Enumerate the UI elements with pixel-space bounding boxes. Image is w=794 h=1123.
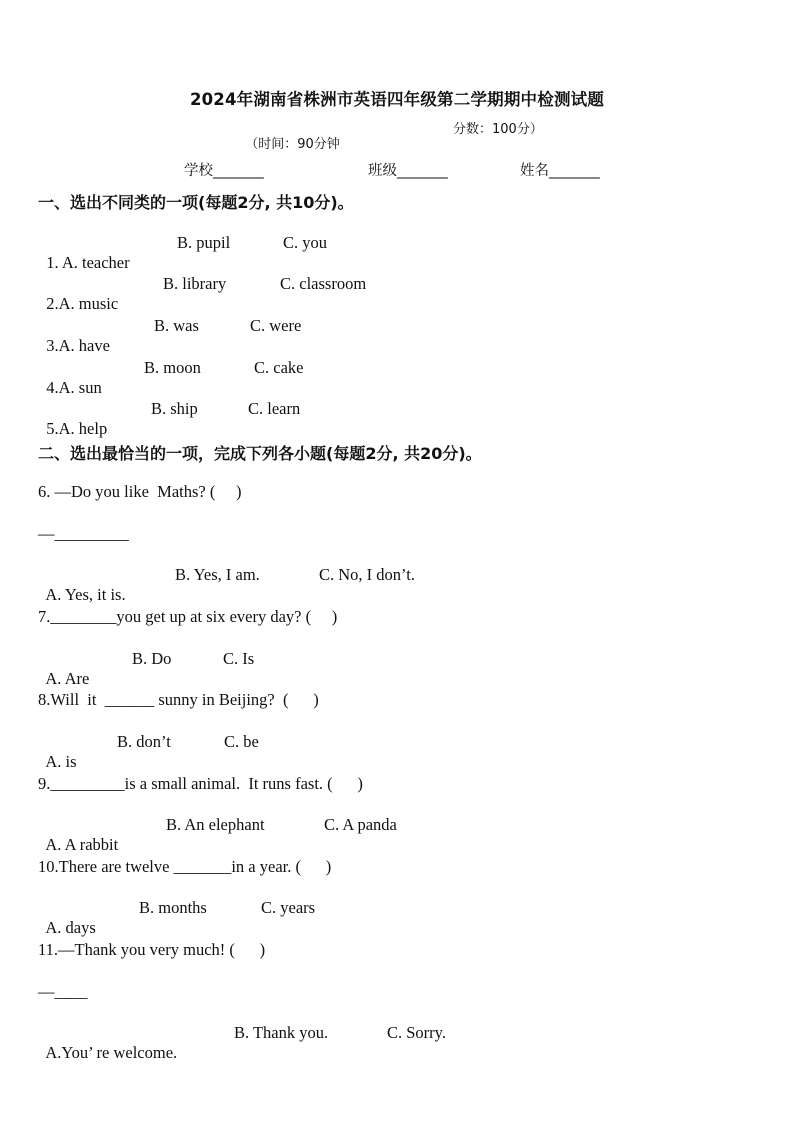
question-6-stem: 6. —Do you like Maths? ( ) [38, 482, 242, 501]
question-11-options [38, 1023, 446, 1103]
name-field: 姓名_______ [520, 163, 600, 179]
option-a: 5.A. help [46, 419, 108, 438]
option-c: C. learn [248, 399, 301, 418]
option-a: 1. A. teacher [46, 253, 130, 272]
section-1-heading: 一、选出不同类的一项(每题2分, 共10分)。 [38, 193, 354, 212]
option-c: C. you [283, 233, 328, 252]
question-9-stem: 9._________is a small animal. It runs fast. ( ) [38, 774, 363, 793]
option-b: B. ship [151, 399, 198, 418]
time-limit: （时间：90分钟 [245, 137, 340, 152]
question-7-stem: 7.________you get up at six every day? ( ) [38, 607, 338, 626]
option-b: B. months [139, 898, 207, 917]
option-a: A. Yes, it is. [45, 585, 126, 604]
option-a: A.You’ re welcome. [45, 1043, 178, 1062]
page-title: 2024年湖南省株洲市英语四年级第二学期期中检测试题 [189, 90, 605, 109]
option-b: B. library [163, 274, 227, 293]
option-b: B. pupil [177, 233, 231, 252]
option-c: C. Is [223, 649, 255, 668]
option-c: C. classroom [280, 274, 367, 293]
question-11-answer-line: —____ [38, 982, 88, 1001]
option-b: B. Yes, I am. [175, 565, 260, 584]
question-6-answer-line: —_________ [38, 524, 129, 543]
option-c: C. were [250, 316, 302, 335]
option-b: B. was [154, 316, 199, 335]
option-b: B. don’t [117, 732, 171, 751]
option-a: 3.A. have [46, 336, 110, 355]
option-c: C. Sorry. [387, 1023, 446, 1042]
option-a: 4.A. sun [46, 378, 102, 397]
option-a: A. A rabbit [45, 835, 119, 854]
option-b: B. moon [144, 358, 201, 377]
option-c: C. A panda [324, 815, 397, 834]
option-b: B. Thank you. [234, 1023, 329, 1042]
option-c: C. No, I don’t. [319, 565, 415, 584]
section-2-heading: 二、选出最恰当的一项，完成下列各小题(每题2分, 共20分)。 [38, 444, 482, 463]
class-field: 班级_______ [368, 163, 448, 179]
option-b: B. An elephant [166, 815, 265, 834]
question-11-stem: 11.—Thank you very much! ( ) [38, 940, 266, 959]
question-8-stem: 8.Will it ______ sunny in Beijing? ( ) [38, 690, 319, 709]
option-c: C. cake [254, 358, 304, 377]
option-a: A. is [45, 752, 77, 771]
option-a: A. days [45, 918, 96, 937]
option-c: C. be [224, 732, 259, 751]
question-10-stem: 10.There are twelve _______in a year. ( ) [38, 857, 332, 876]
option-b: B. Do [132, 649, 172, 668]
school-field: 学校_______ [184, 163, 264, 179]
total-score: 分数：100分） [453, 122, 543, 137]
option-a: A. Are [45, 669, 90, 688]
option-a: 2.A. music [46, 294, 119, 313]
option-c: C. years [261, 898, 316, 917]
